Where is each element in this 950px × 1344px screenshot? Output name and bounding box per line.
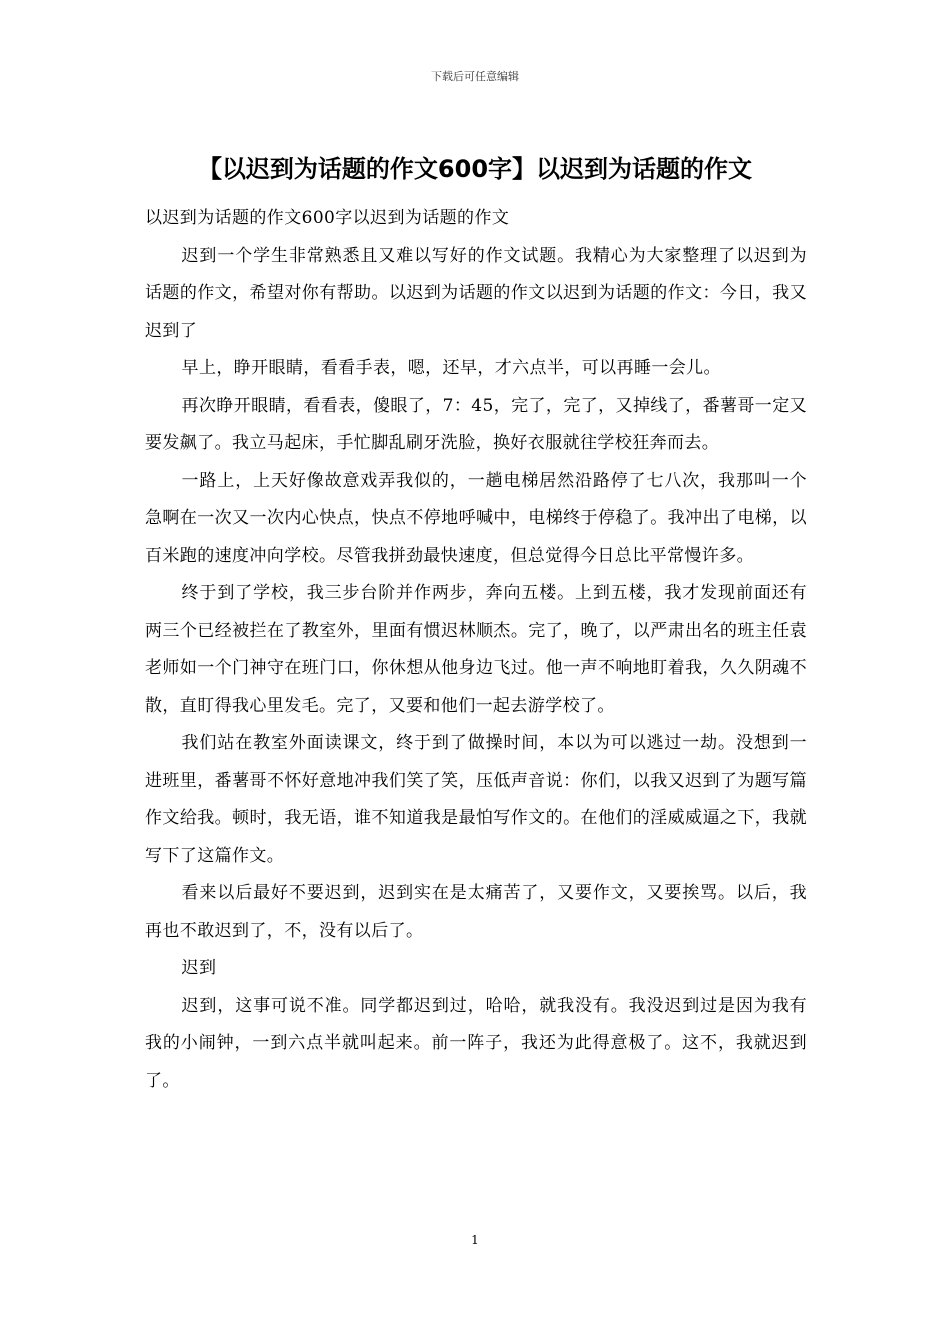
paragraph-6: 我们站在教室外面读课文，终于到了做操时间，本以为可以逃过一劫。没想到一进班里，番薯哥不怀好意地冲我们笑了笑，压低声音说：你们，以我又迟到了为题写篇作文给我。顿时，我无语，谁不知道我是最怕写作文的。在他们的淫威威逼之下，我就写下了这篇作文。 [145,733,807,866]
header-note: 下载后可任意编辑 [431,70,519,83]
paragraph-8: 迟到，这事可说不准。同学都迟到过，哈哈，就我没有。我没迟到过是因为我有我的小闹钟，一到六点半就叫起来。前一阵子，我还为此得意极了。这不，我就迟到了。 [145,995,807,1091]
page-number: 1 [471,1233,479,1247]
document-body [145,200,807,1100]
paragraph-7: 看来以后最好不要迟到，迟到实在是太痛苦了，又要作文，又要挨骂。以后，我再也不敢迟到了，不，没有以后了。 [145,883,807,941]
paragraph-2: 早上，睁开眼睛，看看手表，嗯，还早，才六点半，可以再睡一会儿。 [181,358,721,378]
paragraph-4: 一路上，上天好像故意戏弄我似的，一趟电梯居然沿路停了七八次，我那叫一个急啊在一次又一次内心快点，快点不停地呼喊中，电梯终于停稳了。我冲出了电梯，以百米跑的速度冲向学校。尽管我拼劲最快速度，但总觉得今日总比平常慢许多。 [145,470,807,566]
section-heading: 迟到 [181,958,217,978]
paragraph-5: 终于到了学校，我三步台阶并作两步，奔向五楼。上到五楼，我才发现前面还有两三个已经被拦在了教室外，里面有惯迟林顺杰。完了，晚了，以严肃出名的班主任袁老师如一个门神守在班门口，你休想从他身边飞过。他一声不响地盯着我，久久阴魂不散，直盯得我心里发毛。完了，又要和他们一起去游学校了。 [145,583,807,716]
paragraph-1: 迟到一个学生非常熟悉且又难以写好的作文试题。我精心为大家整理了以迟到为话题的作文，希望对你有帮助。以迟到为话题的作文以迟到为话题的作文：今日，我又迟到了 [145,245,807,341]
document-title: 【以迟到为话题的作文600字】以迟到为话题的作文 [197,155,753,183]
paragraph-3: 再次睁开眼睛，看看表，傻眼了，7：45，完了，完了，又掉线了，番薯哥一定又要发飙了。我立马起床，手忙脚乱刷牙洗脸，换好衣服就往学校狂奔而去。 [145,395,807,453]
document-subtitle: 以迟到为话题的作文600字以迟到为话题的作文 [145,208,510,228]
